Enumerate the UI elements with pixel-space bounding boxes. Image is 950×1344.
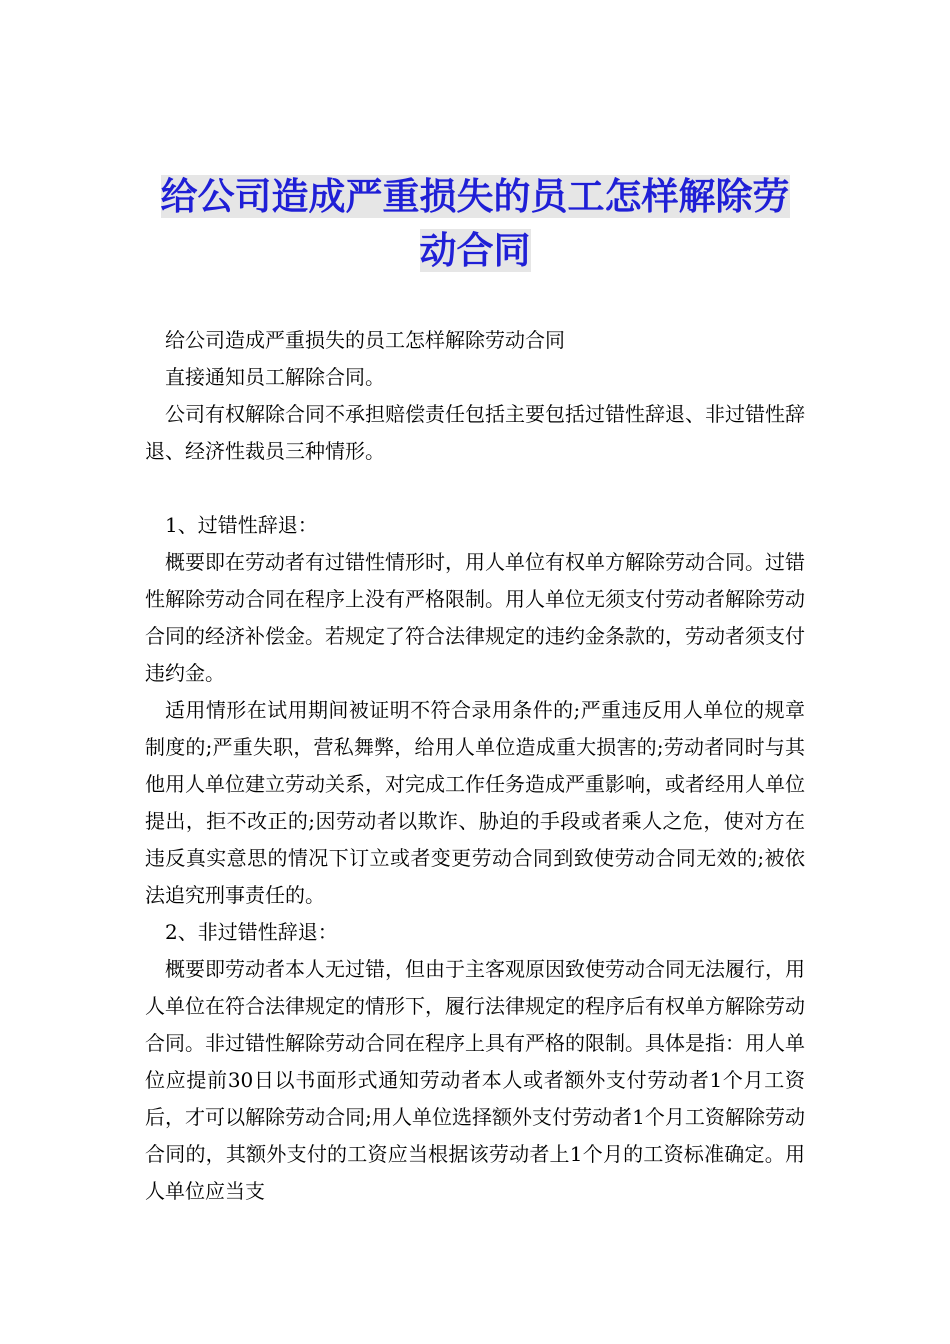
title-line-1: 给公司造成严重损失的员工怎样解除劳 <box>160 175 790 218</box>
paragraph-fault-applicable-cases: 适用情形在试用期间被证明不符合录用条件的;严重违反用人单位的规章制度的;严重失职，营私舞弊，给用人单位造成重大损害的;劳动者同时与其他用人单位建立劳动关系，对完成工作任务造成严重影响，或者经用人单位提出，拒不改正的;因劳动者以欺诈、胁迫的手段或者乘人之危，使对方在违反真实意思的情况下订立或者变更劳动合同到致使劳动合同无效的;被依法追究刑事责任的。 <box>145 698 805 907</box>
paragraph-direct-notice: 直接通知员工解除合同。 <box>165 365 385 389</box>
paragraph-heading-repeat: 给公司造成严重损失的员工怎样解除劳动合同 <box>165 328 565 352</box>
document-title <box>145 170 805 278</box>
title-line-2: 动合同 <box>419 229 531 272</box>
paragraph-fault-summary: 概要即在劳动者有过错性情形时，用人单位有权单方解除劳动合同。过错性解除劳动合同在程序上没有严格限制。用人单位无须支付劳动者解除劳动合同的经济补偿金。若规定了符合法律规定的违约金条款的，劳动者须支付违约金。 <box>145 550 805 685</box>
document-page <box>145 170 805 1210</box>
paragraph-gap <box>145 470 805 507</box>
document-body <box>145 322 805 1210</box>
paragraph-non-fault-summary: 概要即劳动者本人无过错，但由于主客观原因致使劳动合同无法履行，用人单位在符合法律规定的情形下，履行法律规定的程序后有权单方解除劳动合同。非过错性解除劳动合同在程序上具有严格的限制。具体是指：用人单位应提前30日以书面形式通知劳动者本人或者额外支付劳动者1个月工资后，才可以解除劳动合同;用人单位选择额外支付劳动者1个月工资解除劳动合同的，其额外支付的工资应当根据该劳动者上1个月的工资标准确定。用人单位应当支 <box>145 957 805 1203</box>
section-heading-non-fault-dismissal: 2、非过错性辞退： <box>165 920 338 944</box>
section-heading-fault-dismissal: 1、过错性辞退： <box>165 513 318 537</box>
paragraph-company-rights: 公司有权解除合同不承担赔偿责任包括主要包括过错性辞退、非过错性辞退、经济性裁员三种情形。 <box>145 402 805 463</box>
